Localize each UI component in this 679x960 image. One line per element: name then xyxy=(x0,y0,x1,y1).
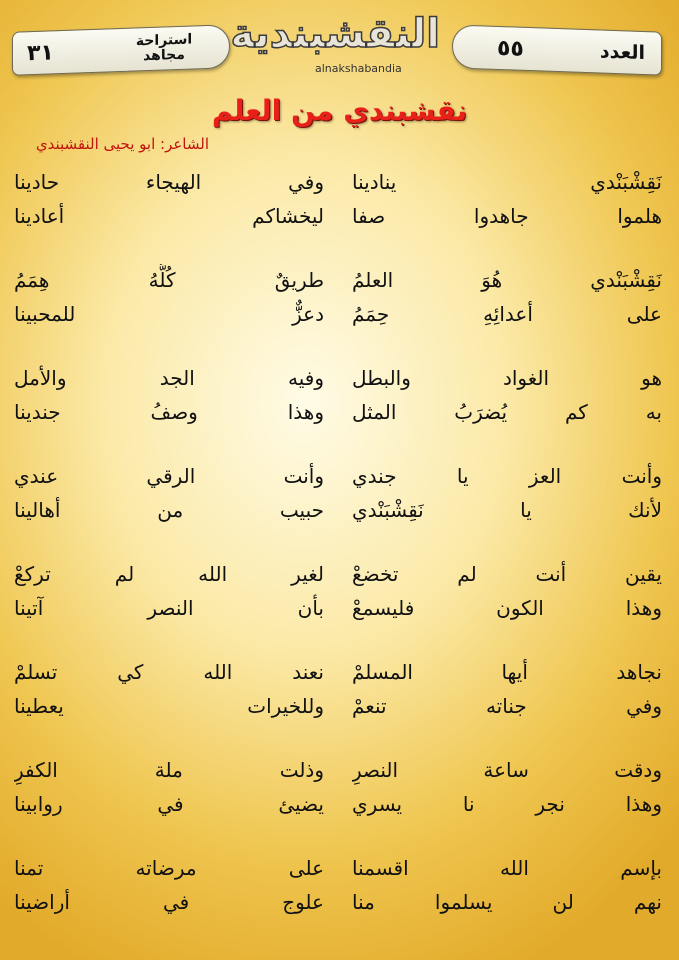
verse-second-hemistich: علوج في أراضينا xyxy=(14,890,324,914)
verse-first-hemistich: بإسم الله اقسمنا xyxy=(352,856,662,880)
stanza xyxy=(0,754,679,826)
verse-line xyxy=(0,592,679,624)
verse-second-hemistich: وذلت ملة الكفرِ xyxy=(14,758,324,782)
issue-number: ٥٥ xyxy=(497,35,524,62)
verse-line xyxy=(0,494,679,526)
verse-first-hemistich: على أعدائِهِ حِمَمُ xyxy=(352,302,662,326)
poem-title: نقشبندي من العلم xyxy=(211,94,468,127)
logo-arabic-text: النقشبندية xyxy=(230,11,440,57)
issue-banner xyxy=(452,24,662,75)
verse-second-hemistich: نعند الله كي تسلمْ xyxy=(14,660,324,684)
verse-line xyxy=(0,886,679,918)
section-label: استراحة مجاهد xyxy=(135,31,193,65)
logo-latin-text: alnakshabandia xyxy=(315,62,402,75)
verse-line xyxy=(0,298,679,330)
verse-second-hemistich: ليخشاكم أعادينا xyxy=(14,204,324,228)
verse-first-hemistich: ودقت ساعة النصرِ xyxy=(352,758,662,782)
verse-first-hemistich: وهذا نجر نا يسري xyxy=(352,792,662,816)
verse-first-hemistich: نَقِشْبَنْدي هُوَ العلمُ xyxy=(352,268,662,292)
verse-line xyxy=(0,396,679,428)
verse-second-hemistich: بأن النصر آتينا xyxy=(14,596,324,620)
verse-line xyxy=(0,852,679,884)
verse-second-hemistich: لغير الله لم تركعْ xyxy=(14,562,324,586)
verse-second-hemistich: يضيئ في روابينا xyxy=(14,792,324,816)
verse-line xyxy=(0,656,679,688)
verse-line xyxy=(0,558,679,590)
page-header xyxy=(0,0,679,90)
verse-line xyxy=(0,754,679,786)
verse-first-hemistich: نجاهد أيها المسلمْ xyxy=(352,660,662,684)
poet-name: الشاعر: ابو يحيى النقشبندي xyxy=(35,135,209,153)
stanza xyxy=(0,558,679,630)
verse-first-hemistich: به كم يُضرَبُ المثل xyxy=(352,400,662,424)
verse-first-hemistich: نَقِشْبَنْدي ينادينا xyxy=(352,170,662,194)
verse-first-hemistich: يقين أنت لم تخضعْ xyxy=(352,562,662,586)
stanza xyxy=(0,362,679,434)
stanza xyxy=(0,852,679,924)
verse-line xyxy=(0,460,679,492)
section-banner xyxy=(12,24,230,76)
verse-second-hemistich: وللخيرات يعطينا xyxy=(14,694,324,718)
verse-first-hemistich: هلموا جاهدوا صفا xyxy=(352,204,662,228)
verse-first-hemistich: نهم لن يسلموا منا xyxy=(352,890,662,914)
stanza xyxy=(0,264,679,336)
verse-second-hemistich: طريقٌ كُلُّهُ هِمَمُ xyxy=(14,268,324,292)
verse-line xyxy=(0,264,679,296)
verse-second-hemistich: دعزٌّ للمحبينا xyxy=(14,302,324,326)
verse-first-hemistich: هو الغواد والبطل xyxy=(352,366,662,390)
verse-first-hemistich: لأنك يا نَقِشْبَنْدي xyxy=(352,498,662,522)
verse-line xyxy=(0,362,679,394)
verse-first-hemistich: وفي جناته تنعمْ xyxy=(352,694,662,718)
verse-first-hemistich: وأنت العز يا جندي xyxy=(352,464,662,488)
verse-first-hemistich: وهذا الكون فليسمعْ xyxy=(352,596,662,620)
page-number: ٣١ xyxy=(27,39,54,66)
verse-second-hemistich: وفي الهيجاء حادينا xyxy=(14,170,324,194)
stanza xyxy=(0,656,679,728)
verse-line xyxy=(0,690,679,722)
verse-line xyxy=(0,166,679,198)
verse-second-hemistich: وفيه الجد والأمل xyxy=(14,366,324,390)
stanza xyxy=(0,460,679,532)
verse-line xyxy=(0,200,679,232)
issue-label: العدد xyxy=(599,39,645,64)
stanza xyxy=(0,166,679,238)
verse-line xyxy=(0,788,679,820)
magazine-logo xyxy=(230,8,440,78)
verse-second-hemistich: حبيب من أهالينا xyxy=(14,498,324,522)
verse-second-hemistich: على مرضاته تمنا xyxy=(14,856,324,880)
verse-second-hemistich: وهذا وصفُ جندينا xyxy=(14,400,324,424)
verse-second-hemistich: وأنت الرقي عندي xyxy=(14,464,324,488)
